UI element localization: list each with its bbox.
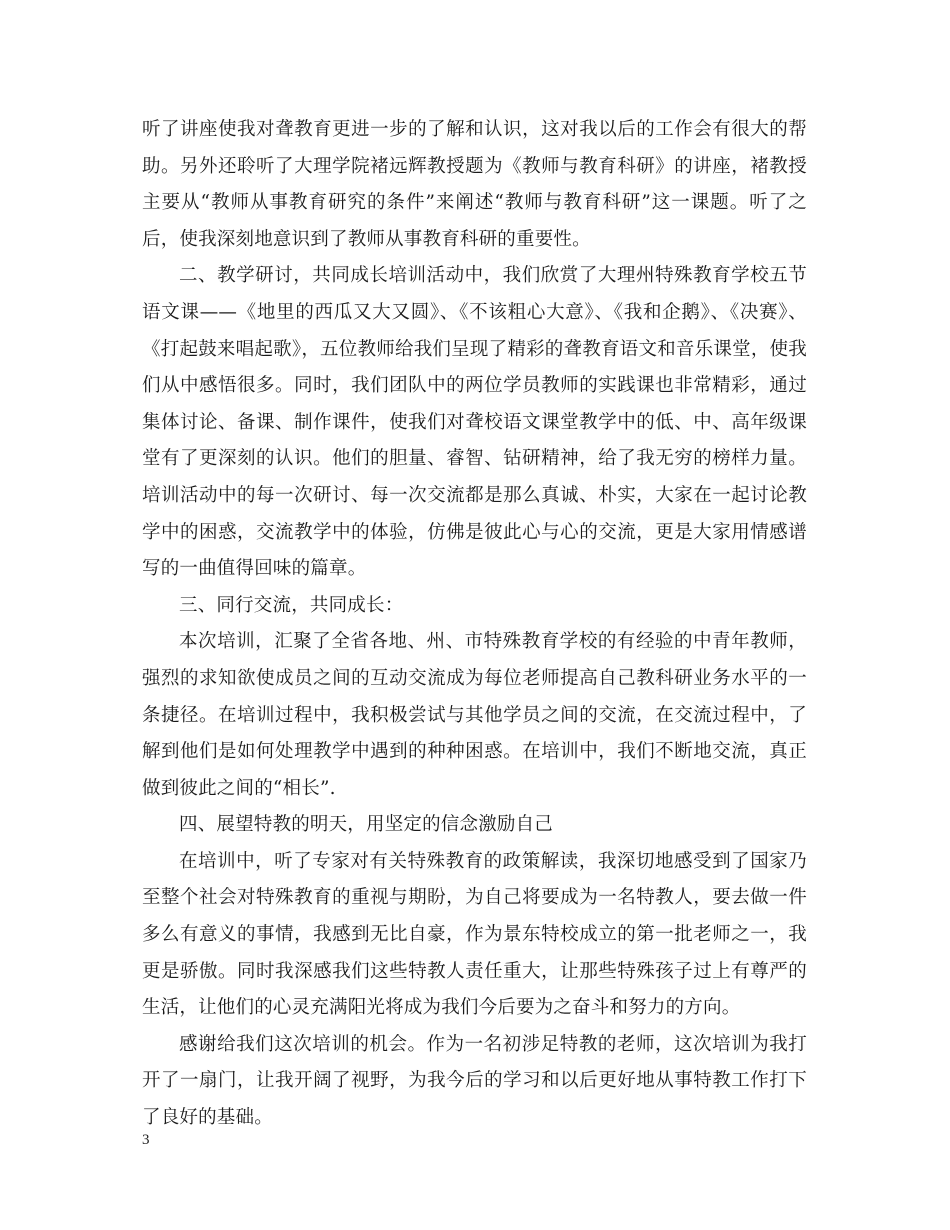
section-heading-3: 三、同行交流，共同成长： (179, 594, 404, 616)
page-number: 3 (142, 1132, 150, 1148)
paragraph-4: 本次培训，汇聚了全省各地、州、市特殊教育学校的有经验的中青年教师，强烈的求知欲使成员之间的互动交流成为每位老师提高自己教科研业务水平的一条捷径。在培训过程中，我积极尝试与其他学员之间的交流，在交流过程中，了解到他们是如何处理教学中遇到的种种困惑。在培训中，我们不断地交流，真正做到彼此之间的“相长”. (142, 631, 807, 799)
body-text (142, 112, 807, 1137)
paragraph-7: 感谢给我们这次培训的机会。作为一名初涉足特教的老师，这次培训为我打开了一扇门，让我开阔了视野，为我今后的学习和以后更好地从事特教工作打下了良好的基础。 (142, 1033, 807, 1129)
paragraph-1: 听了讲座使我对聋教育更进一步的了解和认识，这对我以后的工作会有很大的帮助。另外还聆听了大理学院褚远辉教授题为《教师与教育科研》的讲座，褚教授主要从“教师从事教育研究的条件”来阐述“教师与教育科研”这一课题。听了之后，使我深刻地意识到了教师从事教育科研的重要性。 (142, 119, 807, 250)
paragraph-2: 二、教学研讨，共同成长培训活动中，我们欣赏了大理州特殊教育学校五节语文课——《地里的西瓜又大又圆》、《不该粗心大意》、《我和企鹅》、《决赛》、《打起鼓来唱起歌》，五位教师给我们呈现了精彩的聋教育语文和音乐课堂，使我们从中感悟很多。同时，我们团队中的两位学员教师的实践课也非常精彩，通过集体讨论、备课、制作课件，使我们对聋校语文课堂教学中的低、中、高年级课堂有了更深刻的认识。他们的胆量、睿智、钻研精神，给了我无穷的榜样力量。培训活动中的每一次研讨、每一次交流都是那么真诚、朴实，大家在一起讨论教学中的困惑，交流教学中的体验，仿佛是彼此心与心的交流，更是大家用情感谱写的一曲值得回味的篇章。 (142, 265, 807, 580)
paragraph-6: 在培训中，听了专家对有关特殊教育的政策解读，我深切地感受到了国家乃至整个社会对特殊教育的重视与期盼，为自己将要成为一名特教人，要去做一件多么有意义的事情，我感到无比自豪，作为景东特校成立的第一批老师之一，我更是骄傲。同时我深感我们这些特教人责任重大，让那些特殊孩子过上有尊严的生活，让他们的心灵充满阳光将成为我们今后要为之奋斗和努力的方向。 (142, 850, 807, 1019)
section-heading-4: 四、展望特教的明天，用坚定的信念激励自己 (179, 814, 554, 836)
